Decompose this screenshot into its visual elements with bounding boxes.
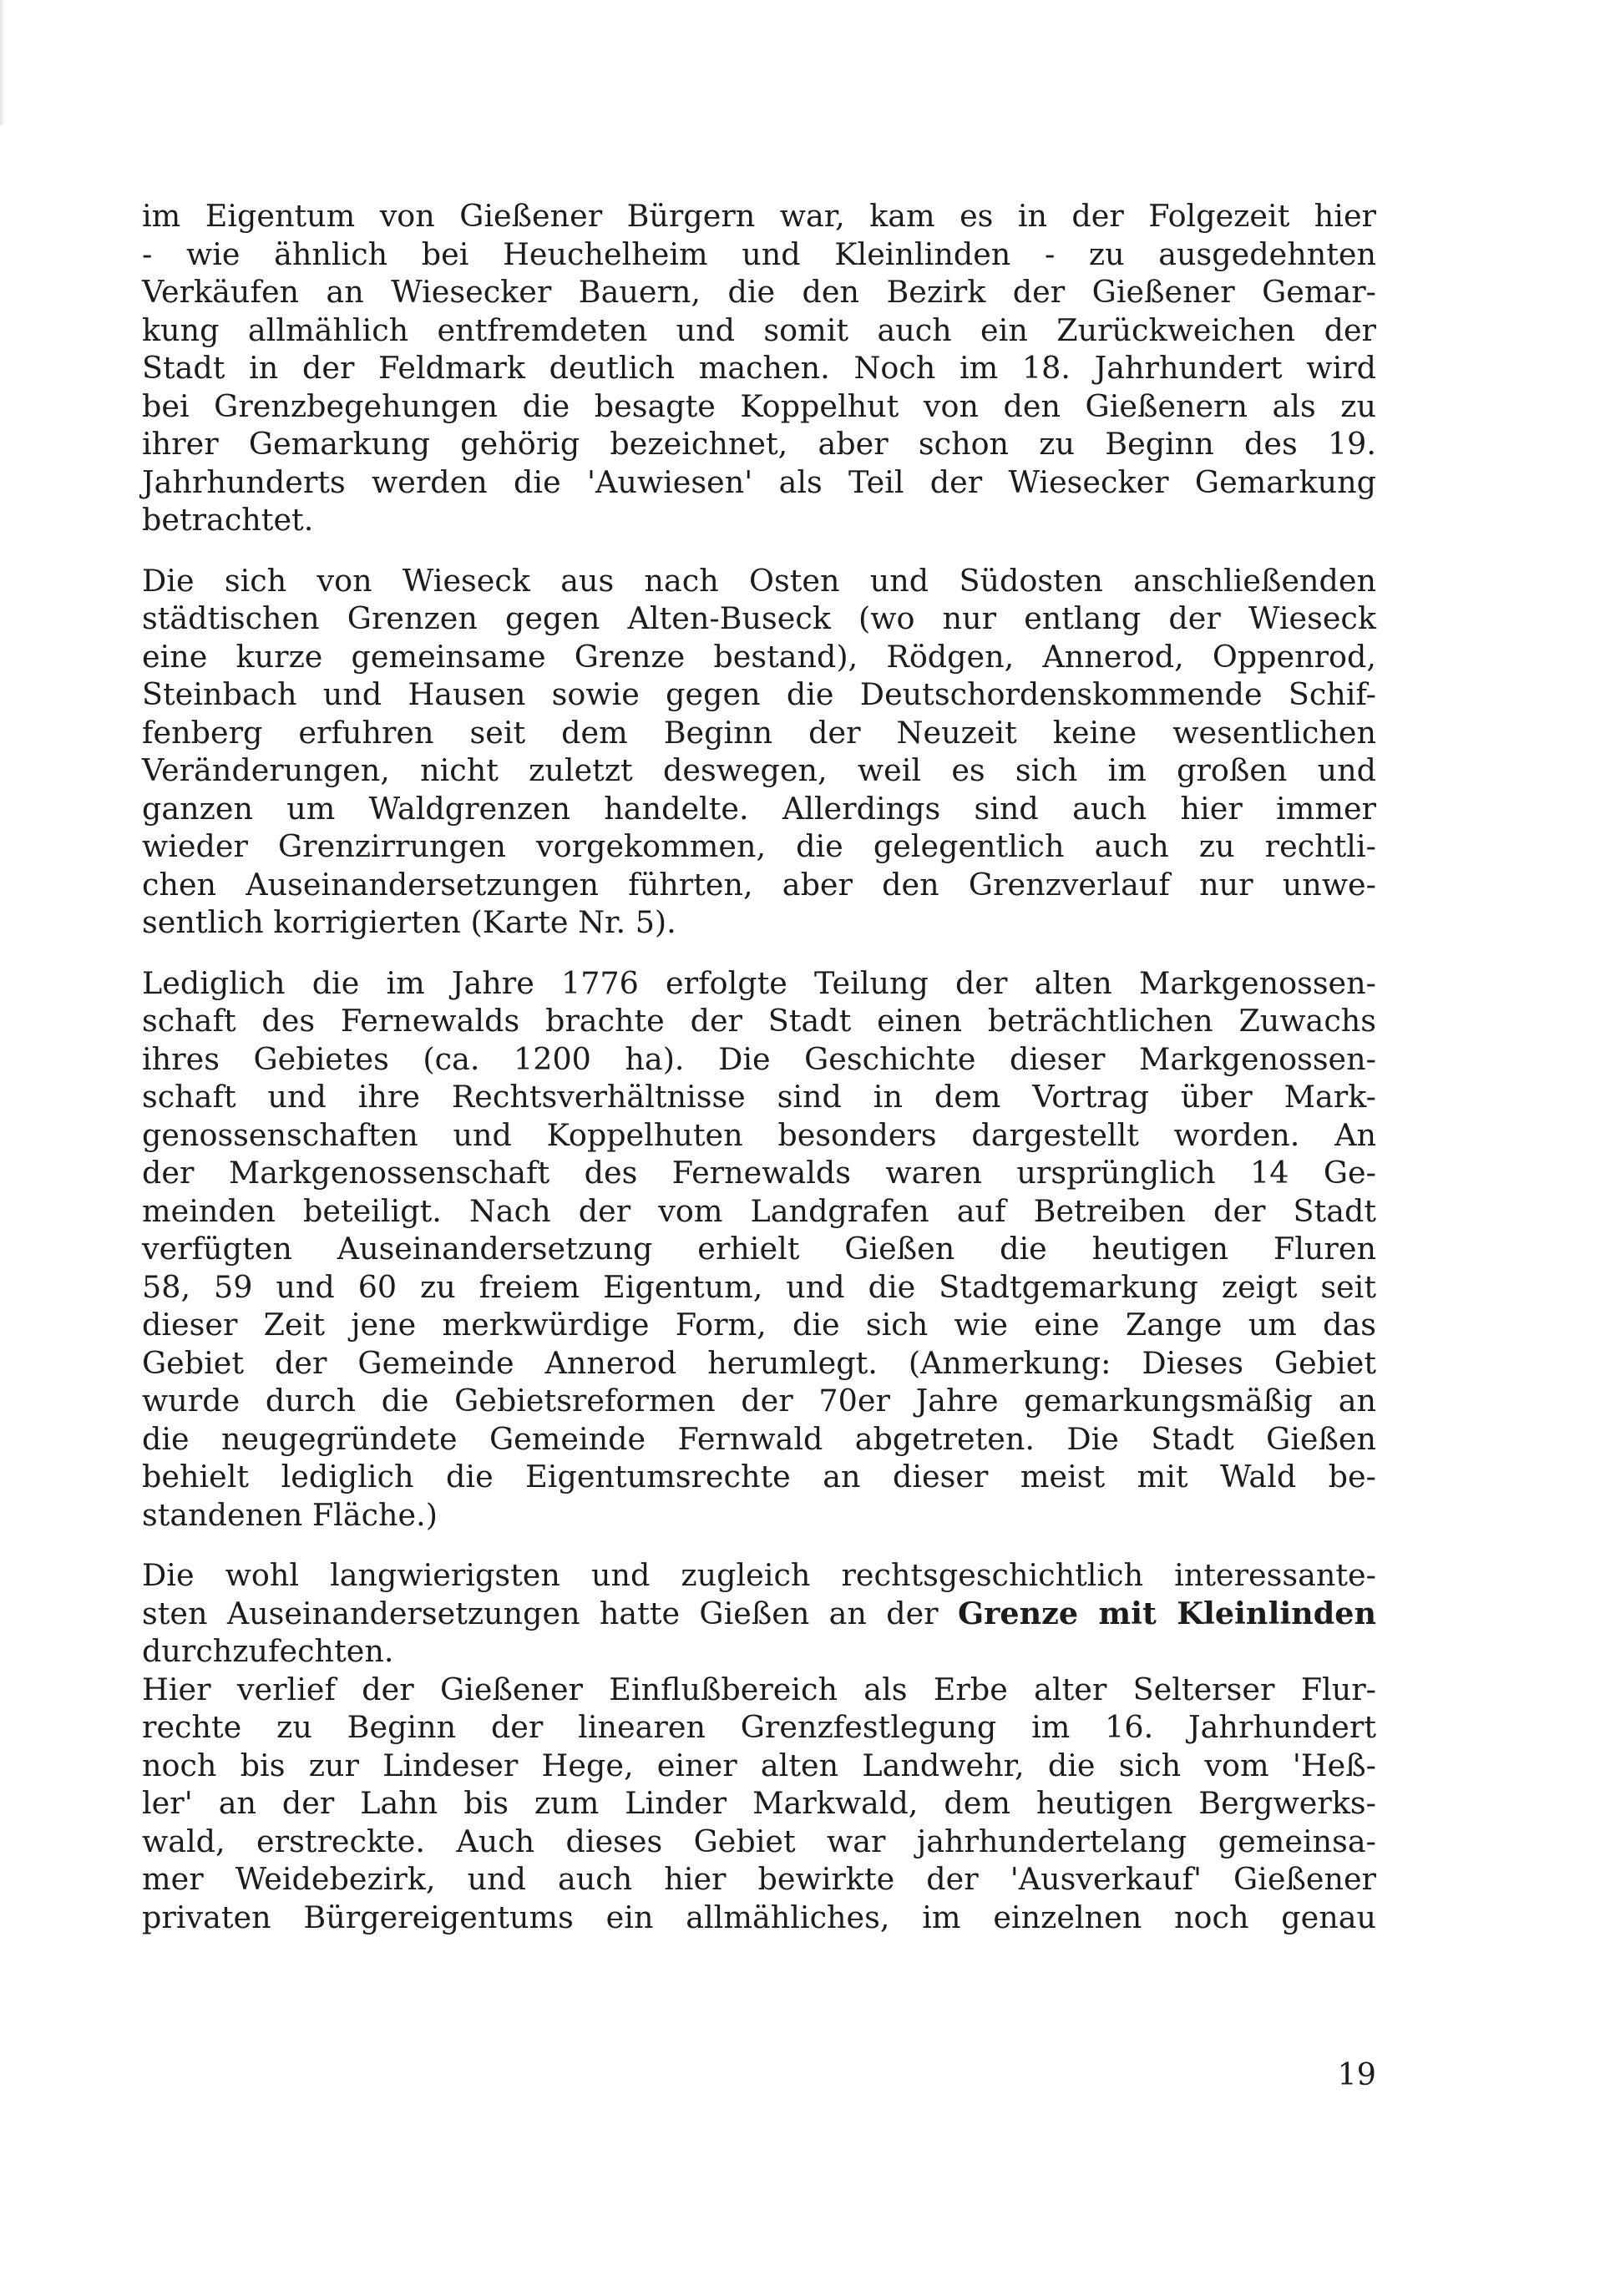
text-line: sentlich korrigierten (Karte Nr. 5).: [142, 904, 676, 940]
text-line: ganzen um Waldgrenzen handelte. Allerdings sind auch hier immer: [142, 790, 1376, 827]
text-line: Die sich von Wieseck aus nach Osten und Südosten anschließenden: [142, 562, 1376, 599]
text-line: Gebiet der Gemeinde Annerod herumlegt. (Anmerkung: Dieses Gebiet: [142, 1344, 1376, 1381]
scan-edge-shadow: [0, 0, 5, 125]
page-number: 19: [1337, 2056, 1376, 2092]
text-line: mer Weidebezirk, und auch hier bewirkte der 'Ausverkauf' Gießener: [142, 1861, 1376, 1897]
text-line: bei Grenzbegehungen die besagte Koppelhut von den Gießenern als zu: [142, 387, 1376, 424]
text-line: die neugegründete Gemeinde Fernwald abgetreten. Die Stadt Gießen: [142, 1420, 1376, 1457]
paragraph-gap: [142, 539, 1376, 562]
paragraph-4: [142, 1556, 1376, 1671]
text-line: 58, 59 und 60 zu freiem Eigentum, und die Stadtgemarkung zeigt seit: [142, 1268, 1376, 1305]
text-line: betrachtet.: [142, 502, 314, 538]
paragraph-3: [142, 964, 1376, 1535]
text-line-prefix: sten Auseinandersetzungen hatte Gießen an der: [142, 1595, 958, 1631]
text-line: schaft des Fernewalds brachte der Stadt einen beträchtlichen Zuwachs: [142, 1003, 1376, 1039]
text-line: noch bis zur Lindeser Hege, einer alten Landwehr, die sich vom 'Heß-: [142, 1747, 1376, 1783]
text-line: - wie ähnlich bei Heuchelheim und Kleinlinden - zu ausgedehnten: [142, 235, 1376, 272]
text-line: dieser Zeit jene merkwürdige Form, die sich wie eine Zange um das: [142, 1307, 1376, 1343]
text-line: im Eigentum von Gießener Bürgern war, kam es in der Folgezeit hier: [142, 198, 1376, 234]
text-line: rechte zu Beginn der linearen Grenzfestlegung im 16. Jahrhundert: [142, 1709, 1376, 1745]
text-line: Hier verlief der Gießener Einflußbereich als Erbe alter Selterser Flur-: [142, 1671, 1376, 1707]
text-line: genossenschaften und Koppelhuten besonders dargestellt worden. An: [142, 1116, 1376, 1153]
text-line: wieder Grenzirrungen vorgekommen, die gelegentlich auch zu rechtli-: [142, 828, 1376, 864]
text-line: [142, 1595, 1376, 1633]
text-line: ihres Gebietes (ca. 1200 ha). Die Geschichte dieser Markgenossen-: [142, 1040, 1376, 1077]
text-line: standenen Fläche.): [142, 1496, 438, 1533]
paragraph-1: [142, 197, 1376, 539]
text-line: Die wohl langwierigsten und zugleich rechtsgeschichtlich interessante-: [142, 1557, 1376, 1593]
paragraph-gap: [142, 942, 1376, 964]
text-line: städtischen Grenzen gegen Alten-Buseck (wo nur entlang der Wieseck: [142, 600, 1376, 636]
text-line: ihrer Gemarkung gehörig bezeichnet, aber schon zu Beginn des 19.: [142, 426, 1376, 462]
text-line: eine kurze gemeinsame Grenze bestand), Rödgen, Annerod, Oppenrod,: [142, 638, 1376, 675]
text-line: chen Auseinandersetzungen führten, aber den Grenzverlauf nur unwe-: [142, 866, 1376, 903]
paragraph-gap: [142, 1534, 1376, 1556]
text-line: schaft und ihre Rechtsverhältnisse sind in dem Vortrag über Mark-: [142, 1079, 1376, 1115]
text-line: verfügten Auseinandersetzung erhielt Gießen die heutigen Fluren: [142, 1231, 1376, 1267]
text-line: kung allmählich entfremdeten und somit auch ein Zurückweichen der: [142, 311, 1376, 348]
text-line: durchzufechten.: [142, 1633, 394, 1669]
text-line: Lediglich die im Jahre 1776 erfolgte Teilung der alten Markgenossen-: [142, 964, 1376, 1001]
body-text: [142, 197, 1376, 1936]
text-line: Stadt in der Feldmark deutlich machen. Noch im 18. Jahrhundert wird: [142, 350, 1376, 386]
paragraph-5: [142, 1671, 1376, 1937]
paragraph-2: [142, 562, 1376, 942]
text-line: privaten Bürgereigentums ein allmähliches, im einzelnen noch genau: [142, 1899, 1376, 1935]
text-line: Jahrhunderts werden die 'Auwiesen' als Teil der Wiesecker Gemarkung: [142, 463, 1376, 500]
text-line: Veränderungen, nicht zuletzt deswegen, weil es sich im großen und: [142, 752, 1376, 788]
text-line: behielt lediglich die Eigentumsrechte an dieser meist mit Wald be-: [142, 1459, 1376, 1494]
text-line: wurde durch die Gebietsreformen der 70er Jahre gemarkungsmäßig an: [142, 1383, 1376, 1419]
bold-heading-kleinlinden: Grenze mit Kleinlinden: [957, 1595, 1376, 1631]
text-line: meinden beteiligt. Nach der vom Landgrafen auf Betreiben der Stadt: [142, 1192, 1376, 1229]
text-line: fenberg erfuhren seit dem Beginn der Neuzeit keine wesentlichen: [142, 714, 1376, 751]
text-line: Verkäufen an Wiesecker Bauern, die den Bezirk der Gießener Gemar-: [142, 274, 1376, 310]
text-line: ler' an der Lahn bis zum Linder Markwald, dem heutigen Bergwerks-: [142, 1785, 1376, 1821]
text-line: wald, erstreckte. Auch dieses Gebiet war jahrhundertelang gemeinsa-: [142, 1823, 1376, 1859]
text-line: Steinbach und Hausen sowie gegen die Deutschordenskommende Schif-: [142, 676, 1376, 712]
text-line: der Markgenossenschaft des Fernewalds waren ursprünglich 14 Ge-: [142, 1155, 1376, 1191]
